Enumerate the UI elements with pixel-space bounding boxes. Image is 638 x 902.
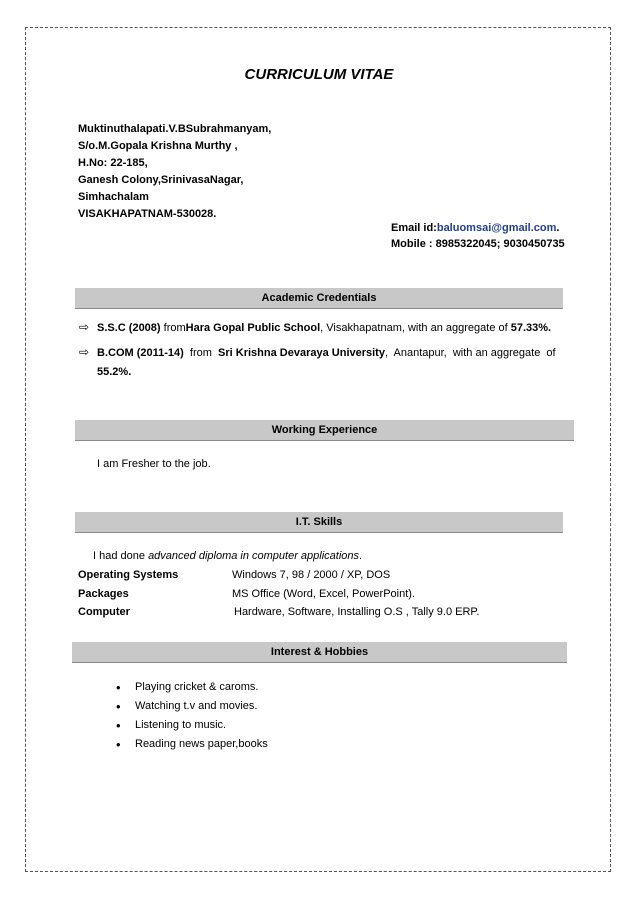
section-bar-work	[75, 420, 574, 441]
skill-value-os: Windows 7, 98 / 2000 / XP, DOS	[232, 569, 391, 581]
bcom-rest: , Anantapur, with an aggregate of	[384, 347, 556, 359]
hobby-item: Playing cricket & caroms.	[135, 681, 259, 693]
work-text: I am Fresher to the job.	[97, 458, 211, 470]
section-bar-academic	[75, 288, 563, 309]
address-line-city: VISAKHAPATNAM-530028.	[78, 208, 217, 220]
academic-item-ssc	[97, 322, 551, 334]
hobby-item: Reading news paper,books	[135, 738, 268, 750]
hobby-item: Listening to music.	[135, 719, 227, 731]
email-end: .	[556, 222, 560, 234]
email-link[interactable]: baluomsai@gmail.com	[436, 222, 557, 234]
section-bar-hobbies	[72, 642, 567, 663]
skill-label-computer: Computer	[78, 606, 130, 618]
address-block	[78, 121, 271, 223]
address-line-parent: S/o.M.Gopala Krishna Murthy ,	[78, 140, 238, 152]
skill-value-packages: MS Office (Word, Excel, PowerPoint).	[232, 588, 415, 600]
skill-label-os: Operating Systems	[78, 569, 179, 581]
academic-item-bcom	[97, 347, 556, 359]
skill-value-computer: Hardware, Software, Installing O.S , Tally 9.0 ERP.	[234, 606, 480, 618]
address-line-area: Simhachalam	[78, 191, 149, 203]
mobile-line: Mobile : 8985322045; 9030450735	[391, 238, 565, 250]
skill-label-packages: Packages	[78, 588, 129, 600]
it-intro-pre: I had done	[93, 550, 149, 562]
ssc-school: Hara Gopal Public School	[185, 322, 321, 334]
address-line-colony: Ganesh Colony,SrinivasaNagar,	[78, 174, 244, 186]
bullet-icon: •	[116, 699, 121, 714]
bcom-course: B.COM (2011-14)	[97, 347, 184, 359]
bullet-icon: •	[116, 737, 121, 752]
it-intro-italic: advanced diploma in computer applications	[148, 550, 360, 562]
ssc-rest: , Visakhapatnam, with an aggregate of	[320, 322, 511, 334]
arrow-icon: ⇨	[79, 320, 90, 334]
bcom-from: from	[183, 347, 219, 359]
section-title-it: I.T. Skills	[295, 516, 343, 528]
page-title: CURRICULUM VITAE	[244, 66, 394, 83]
bullet-icon: •	[116, 718, 121, 733]
it-intro-end: .	[359, 550, 363, 562]
address-line-house: H.No: 22-185,	[78, 157, 148, 169]
ssc-course: S.S.C (2008)	[97, 322, 161, 334]
bullet-icon: •	[116, 680, 121, 695]
bcom-score: 55.2%.	[97, 366, 132, 378]
email-line	[391, 222, 559, 234]
section-title-work: Working Experience	[271, 424, 378, 436]
section-title-hobbies: Interest & Hobbies	[270, 646, 369, 658]
hobby-item: Watching t.v and movies.	[135, 700, 258, 712]
ssc-from: from	[163, 322, 186, 334]
it-intro	[93, 550, 362, 562]
ssc-score: 57.33%.	[510, 322, 552, 334]
section-title-academic: Academic Credentials	[261, 292, 377, 304]
email-label: Email id:	[391, 222, 437, 234]
address-line-name: Muktinuthalapati.V.BSubrahmanyam,	[78, 123, 272, 135]
arrow-icon: ⇨	[79, 345, 90, 359]
section-bar-it	[75, 512, 563, 533]
bcom-school: Sri Krishna Devaraya University	[218, 347, 385, 359]
